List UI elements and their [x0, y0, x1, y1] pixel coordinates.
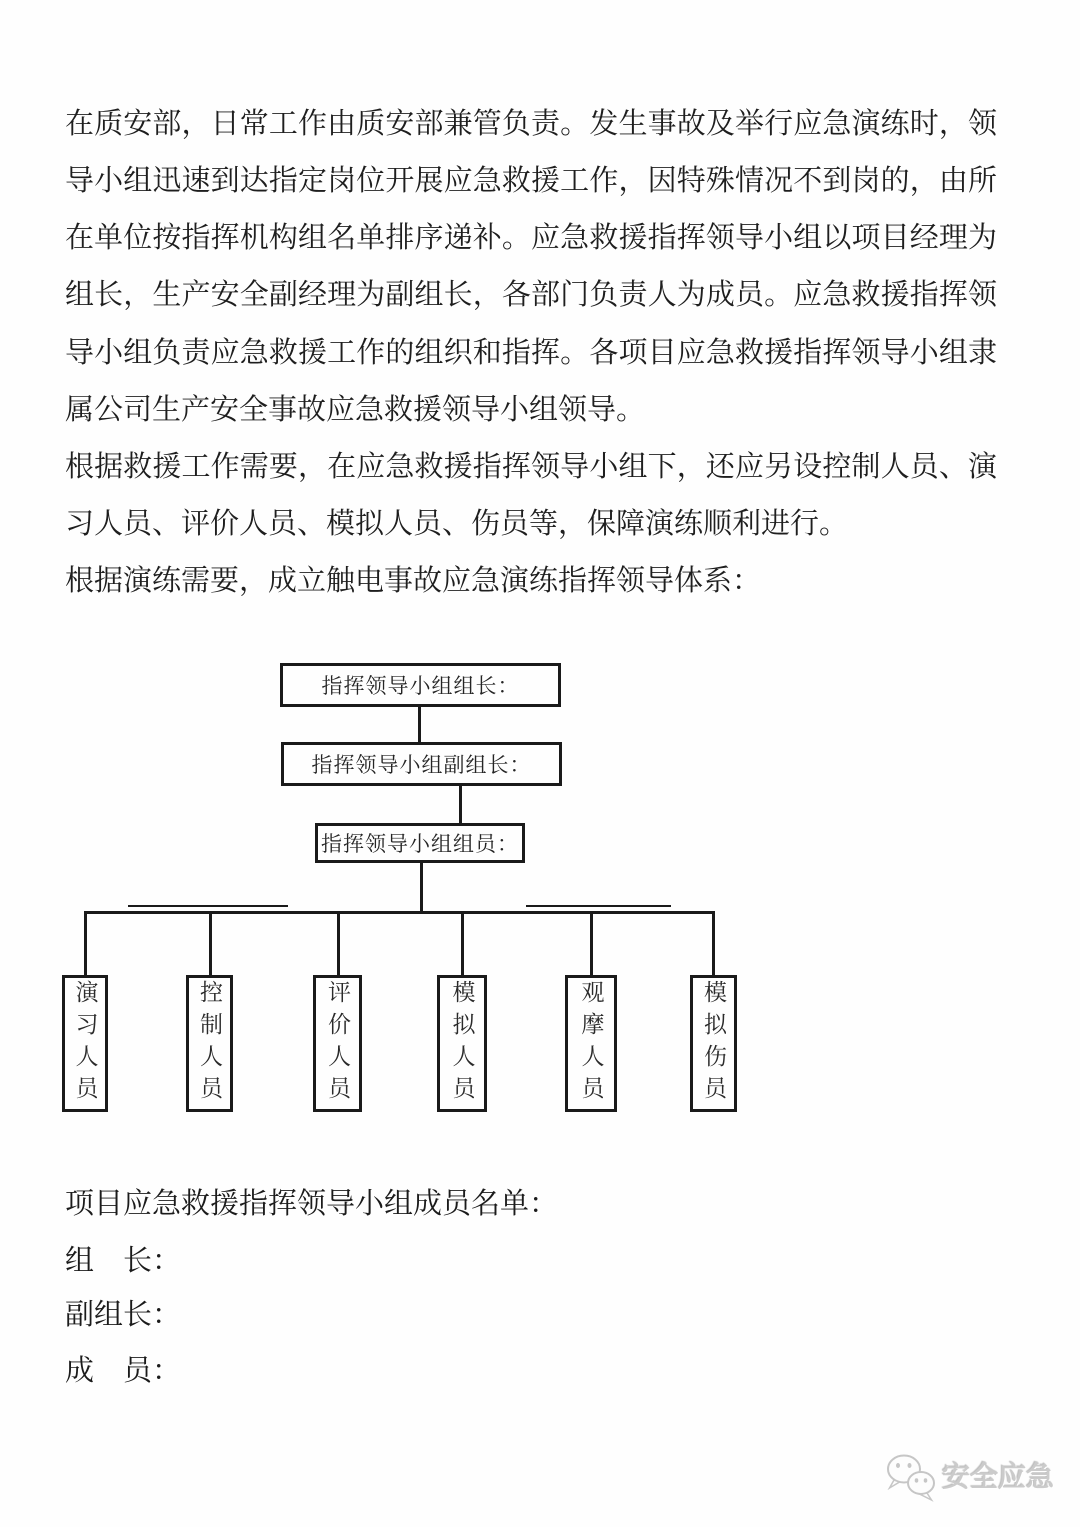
- roster-leader: 组 长：: [65, 1245, 182, 1277]
- connector-horizontal-bar-offset: [128, 905, 288, 907]
- connector-horizontal-bar-offset: [526, 905, 671, 907]
- paragraph-line: 根据演练需要，成立触电事故应急演练指挥领导体系：: [65, 565, 762, 597]
- org-chart-box-deputy: [281, 742, 562, 786]
- org-chart-leaf-observer-personnel: [565, 975, 617, 1112]
- paragraph-line: 属公司生产安全事故应急救援领导小组领导。: [65, 394, 646, 426]
- org-chart-leaf-simulation-personnel: [437, 975, 487, 1112]
- org-chart-box-leader: [280, 663, 561, 707]
- paragraph-line: 根据救援工作需要，在应急救援指挥领导小组下，还应另设控制人员、演: [65, 451, 997, 483]
- org-chart-leaf-evaluation-personnel: [313, 975, 362, 1112]
- roster-members: 成 员：: [65, 1355, 182, 1387]
- watermark-text: 安全应急: [942, 1461, 1055, 1492]
- paragraph-line: 组长，生产安全副经理为副组长，各部门负责人为成员。应急救援指挥领: [65, 279, 997, 311]
- roster-deputy: 副组长：: [65, 1299, 182, 1331]
- leaf-label: 演习人员: [72, 979, 98, 1108]
- connector-drop: [461, 911, 464, 975]
- connector-drop: [712, 911, 715, 975]
- roster-title: 项目应急救援指挥领导小组成员名单：: [65, 1188, 559, 1220]
- org-chart-box-members-label: 指挥领导小组组员：: [321, 832, 519, 856]
- connector-members-stem: [420, 862, 423, 913]
- leaf-label: 模拟人员: [449, 979, 475, 1108]
- paragraph-line: 在单位按指挥机构组名单排序递补。应急救援指挥领导小组以项目经理为: [65, 222, 997, 254]
- wechat-logo-icon: [882, 1452, 938, 1502]
- connector-drop: [590, 911, 593, 975]
- connector-deputy-members: [459, 785, 462, 824]
- connector-drop: [84, 911, 87, 975]
- leaf-label: 评价人员: [325, 979, 350, 1108]
- leaf-label: 观摩人员: [578, 979, 604, 1108]
- paragraph-line: 习人员、评价人员、模拟人员、伤员等，保障演练顺利进行。: [65, 508, 849, 540]
- watermark: [882, 1452, 1054, 1502]
- org-chart-box-leader-label: 指挥领导小组组长：: [321, 674, 520, 698]
- connector-drop: [209, 911, 212, 975]
- paragraph-line: 导小组负责应急救援工作的组织和指挥。各项目应急救援指挥领导小组隶: [65, 337, 997, 369]
- org-chart-leaf-drill-personnel: [62, 975, 108, 1112]
- org-chart-leaf-simulated-casualty: [690, 975, 737, 1112]
- paragraph-line: 在质安部，日常工作由质安部兼管负责。发生事故及举行应急演练时，领: [65, 108, 997, 140]
- org-chart-box-deputy-label: 指挥领导小组副组长：: [311, 753, 532, 777]
- paragraph-line: 导小组迅速到达指定岗位开展应急救援工作，因特殊情况不到岗的，由所: [65, 165, 997, 197]
- connector-horizontal-bar: [85, 911, 715, 914]
- org-chart-leaf-control-personnel: [186, 975, 233, 1112]
- org-chart-box-members: [315, 823, 525, 863]
- leaf-label: 控制人员: [197, 979, 222, 1108]
- leaf-label: 模拟伤员: [701, 979, 726, 1108]
- connector-drop: [337, 911, 340, 975]
- connector-leader-deputy: [418, 706, 421, 743]
